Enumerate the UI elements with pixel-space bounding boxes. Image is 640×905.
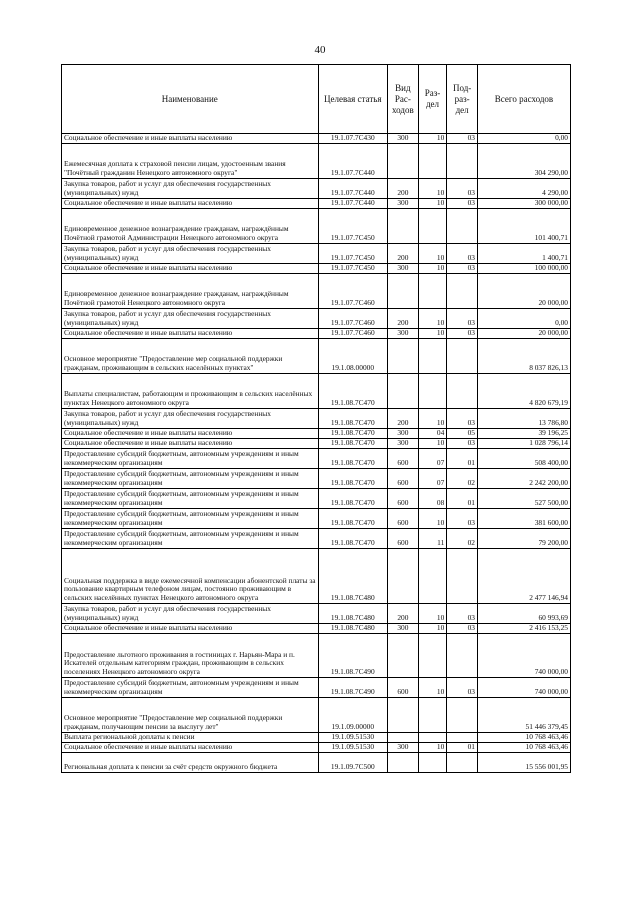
row-razdel (418, 698, 447, 733)
row-razdel: 10 (418, 179, 447, 199)
row-code: 19.1.08.7С470 (318, 489, 388, 509)
row-podrazdel: 03 (447, 329, 478, 339)
row-razdel: 04 (418, 429, 447, 439)
table-row (62, 134, 571, 144)
row-total: 740 000,00 (477, 634, 570, 678)
row-podrazdel: 03 (447, 509, 478, 529)
table-row (62, 509, 571, 529)
table-row (62, 209, 571, 244)
row-total: 304 290,00 (477, 144, 570, 179)
row-total: 740 000,00 (477, 678, 570, 698)
row-name: Единовременное денежное вознаграждение гражданам, награждённым Почётной грамотой Администрации Ненецкого автономного округа (62, 209, 319, 244)
row-name: Социальное обеспечение и иные выплаты населению (62, 624, 319, 634)
row-razdel: 10 (418, 329, 447, 339)
table-row (62, 529, 571, 549)
row-code: 19.1.07.7С440 (318, 144, 388, 179)
row-razdel: 10 (418, 199, 447, 209)
row-vid: 600 (388, 678, 419, 698)
header-razdel: Раз- дел (418, 65, 447, 134)
table-row (62, 264, 571, 274)
table-row (62, 144, 571, 179)
row-vid: 600 (388, 469, 419, 489)
row-total: 2 416 153,25 (477, 624, 570, 634)
row-name: Закупка товаров, работ и услуг для обеспечения государственных (муниципальных) нужд (62, 409, 319, 429)
row-name: Социальное обеспечение и иные выплаты населению (62, 329, 319, 339)
row-razdel: 10 (418, 509, 447, 529)
row-vid (388, 549, 419, 604)
row-podrazdel (447, 144, 478, 179)
row-razdel: 11 (418, 529, 447, 549)
page-number: 40 (314, 44, 326, 56)
table-row (62, 374, 571, 409)
row-podrazdel: 02 (447, 469, 478, 489)
row-razdel (418, 374, 447, 409)
row-podrazdel: 03 (447, 134, 478, 144)
row-total: 60 993,69 (477, 604, 570, 624)
row-razdel: 10 (418, 409, 447, 429)
row-total: 20 000,00 (477, 274, 570, 309)
header-code: Целевая статья (318, 65, 388, 134)
table-row (62, 743, 571, 753)
row-total: 8 037 826,13 (477, 339, 570, 374)
row-podrazdel: 03 (447, 624, 478, 634)
row-name: Основное мероприятие "Предоставление мер социальной поддержки гражданам, получающим пенсии за выслугу лет" (62, 698, 319, 733)
row-code: 19.1.08.7С470 (318, 439, 388, 449)
row-code: 19.1.07.7С460 (318, 329, 388, 339)
row-podrazdel: 01 (447, 743, 478, 753)
row-vid: 300 (388, 439, 419, 449)
row-name: Выплаты специалистам, работающим и проживающим в сельских населённых пунктах Ненецкого автономного округа (62, 374, 319, 409)
row-vid: 200 (388, 244, 419, 264)
row-total: 13 786,80 (477, 409, 570, 429)
row-total: 10 768 463,46 (477, 743, 570, 753)
row-total: 79 200,00 (477, 529, 570, 549)
row-name: Предоставление субсидий бюджетным, автономным учреждениям и иным некоммерческим организациям (62, 509, 319, 529)
row-code: 19.1.08.7С480 (318, 604, 388, 624)
header-podrazdel: Под- раз- дел (447, 65, 478, 134)
row-podrazdel (447, 753, 478, 773)
row-podrazdel: 03 (447, 604, 478, 624)
row-podrazdel (447, 549, 478, 604)
row-code: 19.1.07.7С440 (318, 199, 388, 209)
row-total: 39 196,25 (477, 429, 570, 439)
row-razdel: 10 (418, 604, 447, 624)
row-name: Единовременное денежное вознаграждение гражданам, награждённым Почётной грамотой Ненецкого автономного округа (62, 274, 319, 309)
row-total: 2 242 200,00 (477, 469, 570, 489)
row-total: 527 500,00 (477, 489, 570, 509)
row-total: 381 600,00 (477, 509, 570, 529)
table-row (62, 274, 571, 309)
table-row (62, 678, 571, 698)
row-name: Закупка товаров, работ и услуг для обеспечения государственных (муниципальных) нужд (62, 604, 319, 624)
row-podrazdel: 03 (447, 179, 478, 199)
table-row (62, 309, 571, 329)
table-row (62, 449, 571, 469)
row-name: Социальное обеспечение и иные выплаты населению (62, 264, 319, 274)
row-razdel (418, 753, 447, 773)
row-vid: 600 (388, 529, 419, 549)
table-row (62, 604, 571, 624)
row-code: 19.1.08.7С470 (318, 529, 388, 549)
row-total: 508 400,00 (477, 449, 570, 469)
row-name: Закупка товаров, работ и услуг для обеспечения государственных (муниципальных) нужд (62, 244, 319, 264)
row-vid: 300 (388, 429, 419, 439)
row-razdel (418, 144, 447, 179)
row-podrazdel: 02 (447, 529, 478, 549)
row-name: Предоставление субсидий бюджетным, автономным учреждениям и иным некоммерческим организациям (62, 529, 319, 549)
row-vid: 200 (388, 409, 419, 429)
row-name: Социальная поддержка в виде ежемесячной компенсации абонентской платы за пользование квартирным телефоном лицам, постоянно проживающим в сельских населённых пунктах Ненецкого автономного округа (62, 549, 319, 604)
row-code: 19.1.08.7С480 (318, 624, 388, 634)
row-code: 19.1.09.00000 (318, 698, 388, 733)
row-podrazdel (447, 698, 478, 733)
row-total: 0,00 (477, 134, 570, 144)
row-podrazdel (447, 339, 478, 374)
row-code: 19.1.07.7С450 (318, 244, 388, 264)
table-row (62, 179, 571, 199)
row-vid: 200 (388, 309, 419, 329)
table-row (62, 733, 571, 743)
row-razdel: 07 (418, 449, 447, 469)
table-row (62, 469, 571, 489)
row-name: Региональная доплата к пенсии за счёт средств окружного бюджета (62, 753, 319, 773)
row-name: Предоставление субсидий бюджетным, автономным учреждениям и иным некоммерческим организациям (62, 449, 319, 469)
row-code: 19.1.07.7С460 (318, 309, 388, 329)
row-podrazdel: 03 (447, 409, 478, 429)
row-podrazdel: 03 (447, 264, 478, 274)
row-vid: 600 (388, 489, 419, 509)
row-razdel: 10 (418, 743, 447, 753)
row-podrazdel: 03 (447, 678, 478, 698)
row-name: Социальное обеспечение и иные выплаты населению (62, 743, 319, 753)
row-code: 19.1.08.7С470 (318, 469, 388, 489)
row-razdel (418, 274, 447, 309)
row-podrazdel (447, 733, 478, 743)
row-code: 19.1.08.00000 (318, 339, 388, 374)
row-podrazdel: 01 (447, 449, 478, 469)
row-podrazdel (447, 274, 478, 309)
row-podrazdel (447, 634, 478, 678)
row-podrazdel: 03 (447, 439, 478, 449)
row-total: 101 400,71 (477, 209, 570, 244)
row-vid: 300 (388, 134, 419, 144)
row-code: 19.1.08.7С490 (318, 678, 388, 698)
row-razdel (418, 209, 447, 244)
table-row (62, 698, 571, 733)
row-razdel: 10 (418, 244, 447, 264)
row-code: 19.1.08.7С480 (318, 549, 388, 604)
row-name: Предоставление субсидий бюджетным, автономным учреждениям и иным некоммерческим организациям (62, 678, 319, 698)
row-vid: 300 (388, 743, 419, 753)
row-name: Социальное обеспечение и иные выплаты населению (62, 134, 319, 144)
row-razdel: 07 (418, 469, 447, 489)
row-podrazdel: 03 (447, 244, 478, 264)
row-total: 2 477 146,94 (477, 549, 570, 604)
row-name: Ежемесячная доплата к страховой пенсии лицам, удостоенным звания "Почётный гражданин Ненецкого автономного округа" (62, 144, 319, 179)
row-razdel: 08 (418, 489, 447, 509)
table-row (62, 549, 571, 604)
table-row (62, 409, 571, 429)
table-row (62, 339, 571, 374)
row-name: Закупка товаров, работ и услуг для обеспечения государственных (муниципальных) нужд (62, 179, 319, 199)
row-code: 19.1.08.7С470 (318, 374, 388, 409)
row-razdel (418, 339, 447, 374)
row-vid: 200 (388, 604, 419, 624)
row-total: 15 556 001,95 (477, 753, 570, 773)
row-code: 19.1.07.7С460 (318, 274, 388, 309)
row-razdel: 10 (418, 439, 447, 449)
row-total: 300 000,00 (477, 199, 570, 209)
row-code: 19.1.07.7С430 (318, 134, 388, 144)
header-vid: Вид Рас- ходов (388, 65, 419, 134)
table-row (62, 439, 571, 449)
row-code: 19.1.07.7С450 (318, 264, 388, 274)
row-code: 19.1.08.7С470 (318, 409, 388, 429)
row-name: Основное мероприятие "Предоставление мер социальной поддержки гражданам, проживающим в сельских населённых пунктах" (62, 339, 319, 374)
row-vid (388, 339, 419, 374)
budget-table (61, 64, 571, 773)
row-name: Социальное обеспечение и иные выплаты населению (62, 429, 319, 439)
row-vid: 300 (388, 624, 419, 634)
row-podrazdel: 01 (447, 489, 478, 509)
table-row (62, 753, 571, 773)
row-podrazdel (447, 209, 478, 244)
row-vid (388, 209, 419, 244)
row-vid (388, 698, 419, 733)
row-code: 19.1.08.7С470 (318, 429, 388, 439)
table-row (62, 429, 571, 439)
row-vid: 300 (388, 264, 419, 274)
header-name: Наименование (62, 65, 319, 134)
row-code: 19.1.09.51530 (318, 733, 388, 743)
row-total: 20 000,00 (477, 329, 570, 339)
row-vid: 300 (388, 199, 419, 209)
table-row (62, 329, 571, 339)
row-vid (388, 374, 419, 409)
row-code: 19.1.08.7С470 (318, 449, 388, 469)
row-vid: 200 (388, 179, 419, 199)
table-header-row (62, 65, 571, 134)
row-name: Предоставление субсидий бюджетным, автономным учреждениям и иным некоммерческим организациям (62, 489, 319, 509)
row-name: Социальное обеспечение и иные выплаты населению (62, 439, 319, 449)
row-total: 4 290,00 (477, 179, 570, 199)
row-code: 19.1.08.7С470 (318, 509, 388, 529)
row-razdel: 10 (418, 264, 447, 274)
table-row (62, 624, 571, 634)
row-total: 1 400,71 (477, 244, 570, 264)
row-vid (388, 634, 419, 678)
row-total: 4 820 679,19 (477, 374, 570, 409)
row-vid (388, 274, 419, 309)
row-code: 19.1.08.7С490 (318, 634, 388, 678)
row-total: 100 000,00 (477, 264, 570, 274)
table-row (62, 244, 571, 264)
row-vid (388, 144, 419, 179)
row-name: Предоставление льготного проживания в гостиницах г. Нарьян-Мара и п. Искателей отдельным категориям граждан, проживающим в сельских поселениях Ненецкого автономного округа (62, 634, 319, 678)
table-row (62, 634, 571, 678)
row-code: 19.1.07.7С450 (318, 209, 388, 244)
row-code: 19.1.09.7С500 (318, 753, 388, 773)
row-vid: 600 (388, 449, 419, 469)
row-total: 51 446 379,45 (477, 698, 570, 733)
row-razdel (418, 733, 447, 743)
row-podrazdel: 03 (447, 309, 478, 329)
row-total: 10 768 463,46 (477, 733, 570, 743)
row-podrazdel: 05 (447, 429, 478, 439)
row-code: 19.1.09.51530 (318, 743, 388, 753)
row-vid (388, 733, 419, 743)
row-razdel (418, 549, 447, 604)
row-razdel: 10 (418, 678, 447, 698)
table-row (62, 489, 571, 509)
row-podrazdel: 03 (447, 199, 478, 209)
row-razdel: 10 (418, 134, 447, 144)
row-name: Социальное обеспечение и иные выплаты населению (62, 199, 319, 209)
row-vid: 300 (388, 329, 419, 339)
row-name: Закупка товаров, работ и услуг для обеспечения государственных (муниципальных) нужд (62, 309, 319, 329)
row-razdel (418, 634, 447, 678)
row-code: 19.1.07.7С440 (318, 179, 388, 199)
header-total: Всего расходов (477, 65, 570, 134)
row-razdel: 10 (418, 309, 447, 329)
table-row (62, 199, 571, 209)
row-vid: 600 (388, 509, 419, 529)
row-podrazdel (447, 374, 478, 409)
row-razdel: 10 (418, 624, 447, 634)
row-total: 0,00 (477, 309, 570, 329)
row-vid (388, 753, 419, 773)
row-name: Выплата региональной доплаты к пенсии (62, 733, 319, 743)
row-name: Предоставление субсидий бюджетным, автономным учреждениям и иным некоммерческим организациям (62, 469, 319, 489)
row-total: 1 028 796,14 (477, 439, 570, 449)
